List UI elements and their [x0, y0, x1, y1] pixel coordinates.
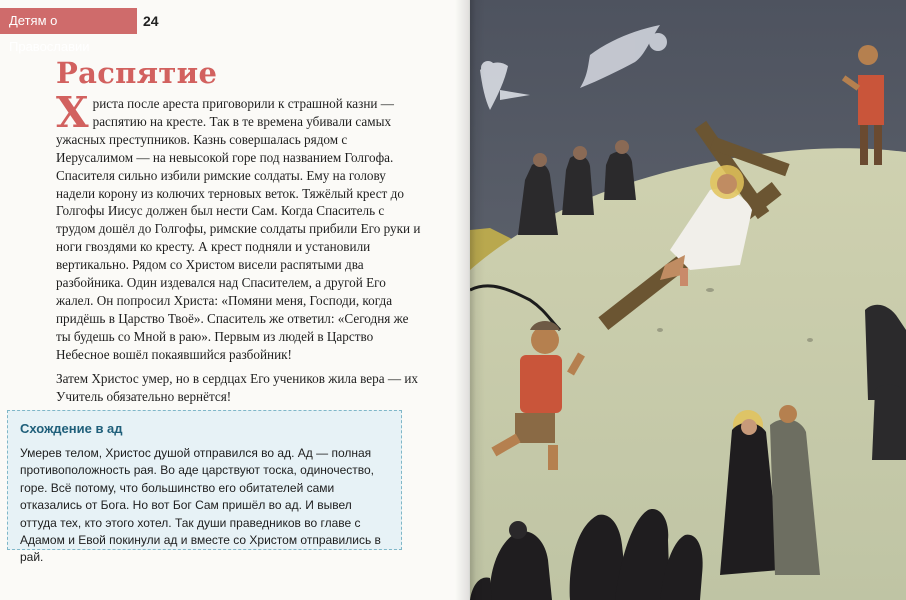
dropcap: Х — [56, 88, 89, 137]
page-title: Распятие — [56, 56, 218, 90]
series-label: Детям о Православии — [0, 8, 137, 34]
crucifixion-illustration — [470, 0, 906, 600]
page-number: 24 — [143, 13, 159, 29]
sidebar-box — [7, 410, 402, 565]
paragraph-1-text: риста после ареста приговорили к страшной казни — распятию на кресте. Так в те времена убивали самых ужасных преступников. Казнь совершалась рядом с Иерусалимом — на невысокой горе под названием Голгофа. Спасителя сильно избили римские солдаты. Ему на голову надели корону из колючих терновых веток. Тяжёлый крест до Голгофы Иисус должен был нести Сам. Когда Спаситель с трудом дошёл до Голгофы, римские солдаты прибили Его руки и ноги гвоздями ко кресту. А крест подняли и установили вертикально. Рядом со Христом висели распятыми два разбойника. Один издевался над Спасителем, а другой Его жалел. Он попросил Христа: «Помяни меня, Господи, когда придёшь в Царство Твоё». Спаситель же ответил: «Сегодня же ты будешь со Мной в раю». Первым из людей в Царство Небесное вошёл покаявшийся разбойник! — [56, 96, 421, 362]
article-paragraph-1 — [56, 88, 426, 364]
right-page — [470, 0, 906, 600]
sidebar-title: Схождение в ад — [20, 421, 123, 436]
sidebar-text: Умерев телом, Христос душой отправился во ад. Ад — полная противоположность рая. Во аде царствуют тоска, одиночество, горе. Всё потому, что большинство его обитателей сами отказались от Бога. Но вот Бог Сам пришёл во ад. И вывел оттуда тех, кто этого хотел. Так души праведников во главе с Адамом и Евой покинули ад и вместе со Христом отправились в рай. — [20, 446, 381, 565]
article-paragraph-2: Затем Христос умер, но в сердцах Его учеников жила вера — их Учитель обязательно вернётся! — [56, 371, 418, 404]
